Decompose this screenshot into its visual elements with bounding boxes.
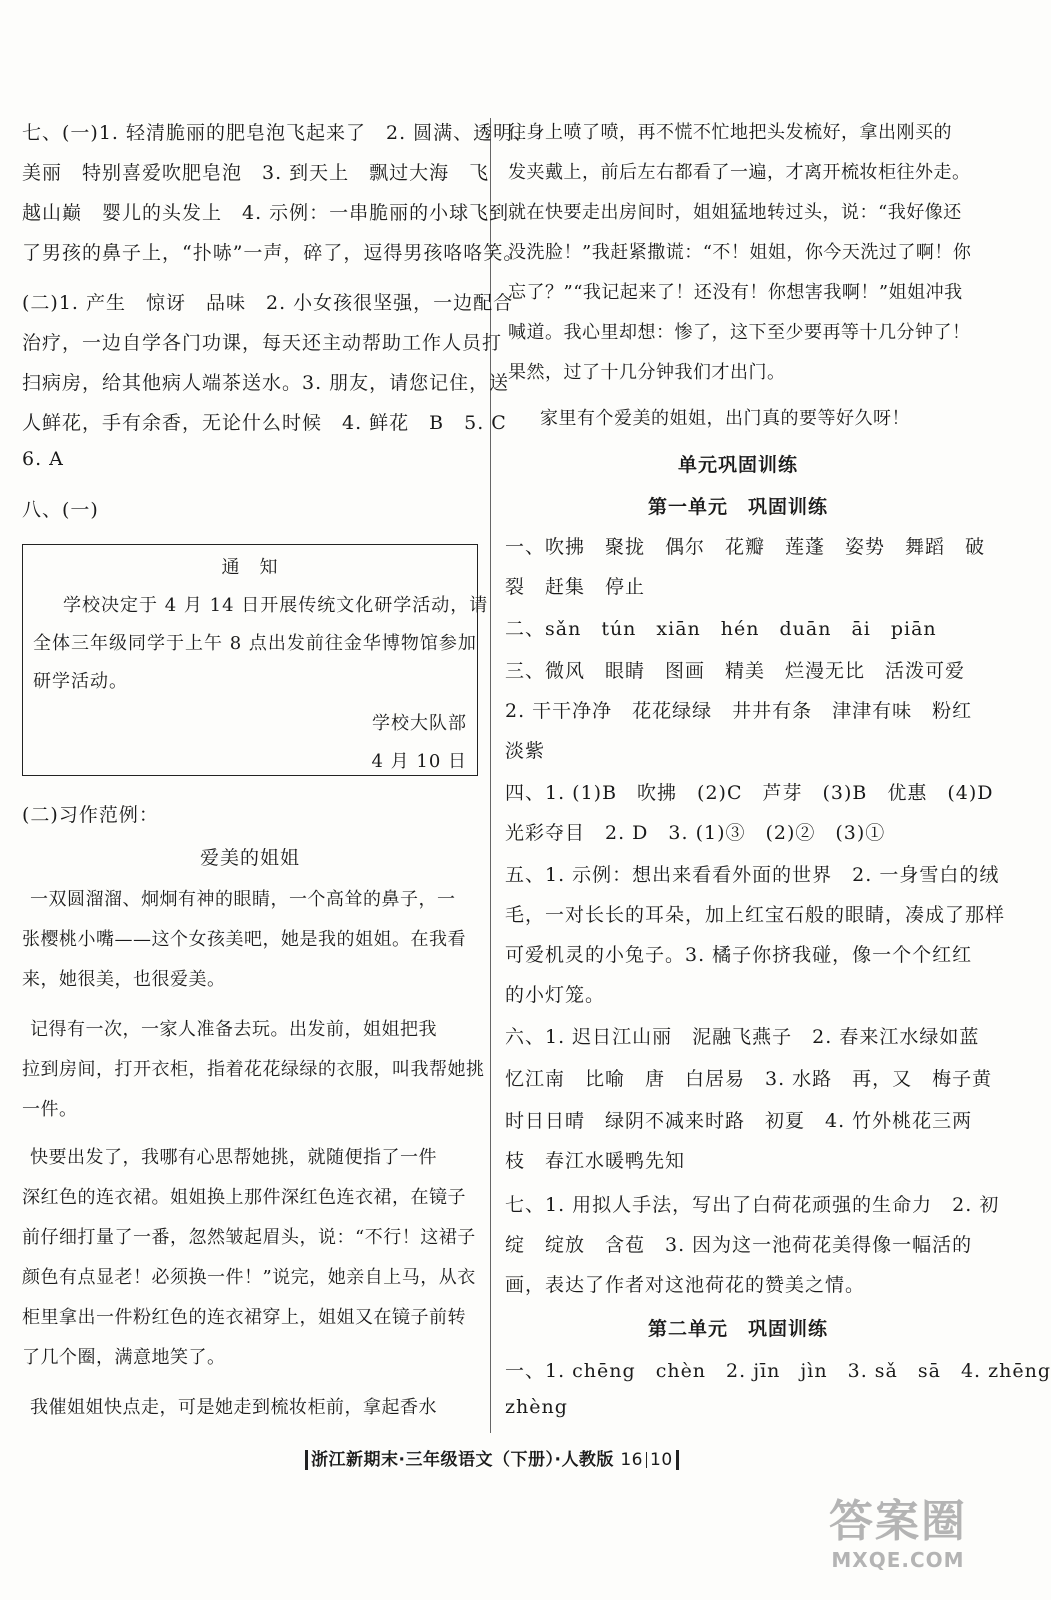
watermark-url: MXQE.COM bbox=[831, 1548, 965, 1572]
footer-edition: 人教版 bbox=[561, 1450, 614, 1470]
essay-line: 喊道。我心里却想：惨了，这下至少要再等十几分钟了！ bbox=[508, 322, 971, 343]
answer-line: 治疗，一边自学各门功课，每天还主动帮助工作人员打 bbox=[22, 332, 503, 354]
footer-series: 浙江新期末 bbox=[311, 1450, 399, 1470]
essay-line: 深红色的连衣裙。姐姐换上那件深红色连衣裙，在镜子 bbox=[22, 1187, 466, 1208]
answer-line: 越山巅 婴儿的头发上 4. 示例：一串脆丽的小球飞到 bbox=[22, 202, 510, 224]
unit-title: 第一单元 巩固训练 bbox=[647, 496, 828, 518]
answer-line: 六、1. 迟日江山丽 泥融飞燕子 2. 春来江水绿如蓝 bbox=[505, 1026, 980, 1048]
essay-line: 记得有一次，一家人准备去玩。出发前，姐姐把我 bbox=[30, 1019, 437, 1040]
answer-line: 七、(一)1. 轻清脆丽的肥皂泡飞起来了 2. 圆满、透明、 bbox=[22, 122, 534, 144]
section-heading: 八、(一) bbox=[22, 499, 99, 521]
page-footer: 浙江新期末·三年级语文（下册）·人教版 16 10 bbox=[302, 1445, 672, 1471]
essay-line: 柜里拿出一件粉红色的连衣裙穿上，姐姐又在镜子前转 bbox=[22, 1307, 466, 1328]
column-divider bbox=[490, 118, 491, 1433]
answer-line: 毛，一对长长的耳朵，加上红宝石般的眼睛，凑成了那样 bbox=[505, 904, 1006, 926]
essay-line: 了几个圈，满意地笑了。 bbox=[22, 1347, 226, 1368]
essay-line: 果然，过了十几分钟我们才出门。 bbox=[508, 362, 786, 383]
answer-line: 可爱机灵的小兔子。3. 橘子你挤我碰，像一个个红红 bbox=[505, 944, 973, 966]
answer-line: 一、1. chēng chèn 2. jīn jìn 3. sǎ sā 4. zhēng bbox=[505, 1360, 1051, 1382]
footer-page-number-2: 10 bbox=[650, 1450, 673, 1470]
essay-line: 没洗脸！”我赶紧撒谎：“不！姐姐，你今天洗过了啊！你 bbox=[508, 242, 972, 263]
watermark-text: 答案圈 bbox=[829, 1496, 967, 1547]
answer-line: 人鲜花，手有余香，无论什么时候 4. 鲜花 B 5. C bbox=[22, 412, 507, 434]
essay-title: 爱美的姐姐 bbox=[199, 847, 300, 869]
answer-line: 枝 春江水暖鸭先知 bbox=[505, 1150, 686, 1172]
answer-line: 光彩夺目 2. D 3. (1)③ (2)② (3)① bbox=[505, 822, 886, 844]
answer-line: 裂 赶集 停止 bbox=[505, 576, 646, 598]
footer-subject: 三年级语文（下册） bbox=[405, 1450, 555, 1470]
notice-body: 研学活动。 bbox=[33, 671, 128, 692]
footer-bar bbox=[305, 1450, 308, 1470]
notice-title: 通 知 bbox=[221, 557, 279, 578]
notice-body: 学校决定于 4 月 14 日开展传统文化研学活动，请 bbox=[63, 595, 489, 616]
answer-line: 的小灯笼。 bbox=[505, 984, 606, 1006]
answer-line: 绽 绽放 含苞 3. 因为这一池荷花美得像一幅活的 bbox=[505, 1234, 973, 1256]
answer-line: 二、sǎn tún xiān hén duān āi piān bbox=[505, 618, 937, 640]
answer-line: 画，表达了作者对这池荷花的赞美之情。 bbox=[505, 1274, 866, 1296]
answer-line: 忆江南 比喻 唐 白居易 3. 水路 再，又 梅子黄 bbox=[505, 1068, 993, 1090]
answer-line: 2. 干干净净 花花绿绿 井井有条 津津有味 粉红 bbox=[505, 700, 973, 722]
answer-line: 时日日晴 绿阴不减来时路 初夏 4. 竹外桃花三两 bbox=[505, 1110, 973, 1132]
essay-line: 一件。 bbox=[22, 1099, 78, 1120]
answer-line: 6. A bbox=[22, 448, 64, 470]
notice-date: 4 月 10 日 bbox=[371, 751, 467, 772]
notice-signer: 学校大队部 bbox=[372, 713, 467, 734]
footer-bar bbox=[646, 1452, 647, 1468]
answer-line: 了男孩的鼻子上，“扑哧”一声，碎了，逗得男孩咯咯笑。 bbox=[22, 242, 524, 264]
essay-line: 拉到房间，打开衣柜，指着花花绿绿的衣服，叫我帮她挑 bbox=[22, 1059, 485, 1080]
notice-body: 全体三年级同学于上午 8 点出发前往金华博物馆参加 bbox=[33, 633, 477, 654]
essay-line: 前仔细打量了一番，忽然皱起眉头，说：“不行！这裙子 bbox=[22, 1227, 476, 1248]
essay-line: 来，她很美，也很爱美。 bbox=[22, 969, 226, 990]
answer-line: 七、1. 用拟人手法，写出了白荷花顽强的生命力 2. 初 bbox=[505, 1194, 1000, 1216]
answer-line: 五、1. 示例：想出来看看外面的世界 2. 一身雪白的绒 bbox=[505, 864, 1000, 886]
essay-line: 就在快要走出房间时，姐姐猛地转过头，说：“我好像还 bbox=[508, 202, 962, 223]
essay-line: 忘了？”“我记起来了！还没有！你想害我啊！”姐姐冲我 bbox=[508, 282, 963, 303]
answer-line: 美丽 特别喜爱吹肥皂泡 3. 到天上 飘过大海 飞 bbox=[22, 162, 490, 184]
watermark-logo bbox=[818, 1496, 978, 1586]
answer-line: 三、微风 眼睛 图画 精美 烂漫无比 活泼可爱 bbox=[505, 660, 966, 682]
essay-line: 颜色有点显老！必须换一件！”说完，她亲自上马，从衣 bbox=[22, 1267, 476, 1288]
footer-page-number: 16 bbox=[620, 1450, 643, 1470]
answer-line: 扫病房，给其他病人端茶送水。3. 朋友，请您记住，送 bbox=[22, 372, 510, 394]
answer-line: 四、1. (1)B 吹拂 (2)C 芦芽 (3)B 优惠 (4)D bbox=[505, 782, 994, 804]
essay-line: 快要出发了，我哪有心思帮她挑，就随便指了一件 bbox=[30, 1147, 437, 1168]
footer-bar bbox=[676, 1450, 679, 1470]
essay-line: 一双圆溜溜、炯炯有神的眼睛，一个高耸的鼻子，一 bbox=[30, 889, 456, 910]
answer-line: 淡紫 bbox=[505, 740, 546, 762]
essay-line: 发夹戴上，前后左右都看了一遍，才离开梳妆柜往外走。 bbox=[508, 162, 971, 183]
answer-line: zhèng bbox=[505, 1396, 568, 1418]
essay-line: 往身上喷了喷，再不慌不忙地把头发梳好，拿出刚买的 bbox=[508, 122, 952, 143]
essay-label: (二)习作范例： bbox=[22, 804, 159, 826]
essay-line: 张樱桃小嘴——这个女孩美吧，她是我的姐姐。在我看 bbox=[22, 929, 466, 950]
essay-line: 家里有个爱美的姐姐，出门真的要等好久呀！ bbox=[540, 408, 910, 429]
essay-line: 我催姐姐快点走，可是她走到梳妆柜前，拿起香水 bbox=[30, 1397, 437, 1418]
section-title: 单元巩固训练 bbox=[677, 454, 798, 476]
answer-line: 一、吹拂 聚拢 偶尔 花瓣 莲蓬 姿势 舞蹈 破 bbox=[505, 536, 986, 558]
answer-line: (二)1. 产生 惊讶 品味 2. 小女孩很坚强，一边配合 bbox=[22, 292, 514, 314]
unit-title: 第二单元 巩固训练 bbox=[647, 1318, 828, 1340]
notice-box bbox=[22, 544, 489, 776]
